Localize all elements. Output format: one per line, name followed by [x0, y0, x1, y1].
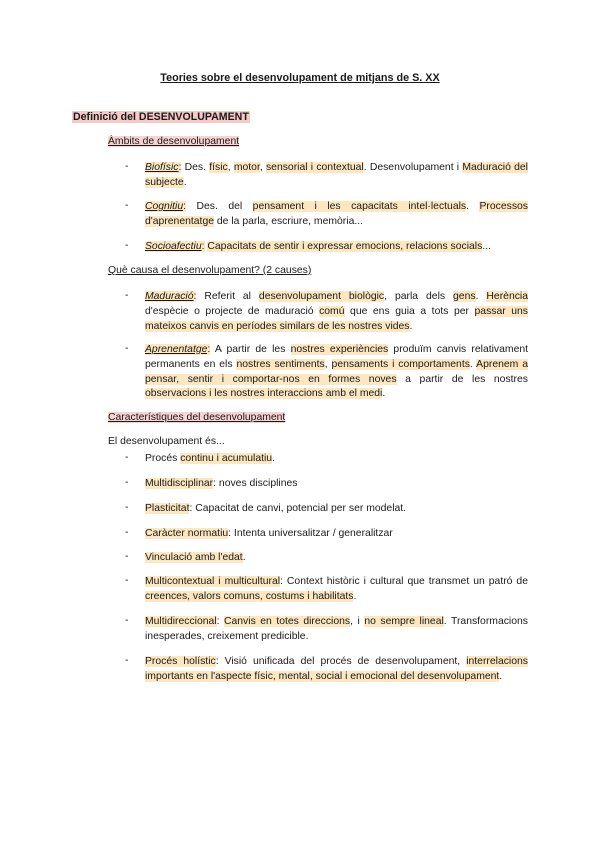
list-item-text: Vinculació amb l'edat.	[145, 552, 246, 563]
list-item-text: Multidireccional: Canvis en totes direccions, i no sempre lineal. Transformacions inesperades, creixement predicible.	[145, 616, 528, 642]
list-dash: -	[125, 615, 129, 626]
list-item	[126, 615, 528, 645]
list-item	[126, 551, 528, 566]
list-item	[126, 240, 528, 255]
list-item	[126, 575, 528, 605]
list-item	[126, 343, 528, 402]
list-item	[126, 502, 528, 517]
list-item	[126, 290, 528, 334]
list-item-text: Socioafectiu: Capacitats de sentir i expressar emocions, relacions socials...	[145, 241, 491, 252]
list-dash: -	[125, 240, 129, 251]
list-dash: -	[125, 575, 129, 586]
ambits-heading: Àmbits de desenvolupament	[108, 136, 240, 147]
caracteristiques-intro: El desenvolupament és...	[108, 436, 225, 447]
list-item	[126, 200, 528, 230]
causes-heading: Què causa el desenvolupament? (2 causes)	[108, 265, 312, 276]
list-dash: -	[125, 527, 129, 538]
list-dash: -	[125, 343, 129, 354]
section-heading: Definició del DESENVOLUPAMENT	[73, 111, 249, 123]
list-dash: -	[125, 290, 129, 301]
list-item	[126, 477, 528, 492]
list-dash: -	[125, 477, 129, 488]
list-item-text: Procés continu i acumulatiu.	[145, 453, 275, 464]
list-item-text: Procés holístic: Visió unificada del procés de desenvolupament, interrelacions importants en l'aspecte físic, mental, social i emocional del desenvolupament.	[145, 656, 528, 682]
list-item-text: Maduració: Referit al desenvolupament biològic, parla dels gens. Herència d'espècie o projecte de maduració comú que ens guia a tots per passar uns mateixos canvis en períodes similars de les nostres vides.	[145, 291, 529, 332]
list-dash: -	[125, 655, 129, 666]
list-item-text: Plasticitat: Capacitat de canvi, potencial per ser modelat.	[145, 503, 407, 514]
list-dash: -	[125, 200, 129, 211]
list-item-text: Multidisciplinar: noves disciplines	[145, 478, 298, 489]
list-item-text: Caràcter normatiu: Intenta universalitzar / generalitzar	[145, 528, 393, 539]
list-item	[126, 527, 528, 542]
list-dash: -	[125, 452, 129, 463]
list-item	[126, 161, 528, 191]
document-title: Teories sobre el desenvolupament de mitjans de S. XX	[160, 72, 440, 84]
list-item	[126, 452, 528, 467]
list-item	[126, 655, 528, 685]
list-dash: -	[125, 551, 129, 562]
list-dash: -	[125, 502, 129, 513]
list-item-text: Multicontextual i multicultural: Context històric i cultural que transmet un patró de creences, valors comuns, costums i habilitats.	[145, 576, 528, 602]
caracteristiques-heading: Característiques del desenvolupament	[108, 412, 286, 423]
list-dash: -	[125, 161, 129, 172]
list-item-text: Aprenentatge: A partir de les nostres experiències produïm canvis relativament permanents en els nostres sentiments, pensaments i comportaments. Aprenem a pensar, sentir i comportar-nos en formes noves a partir de les nostres observacions i les nostres interaccions amb el medi.	[145, 344, 529, 400]
list-item-text: Cognitiu: Des. del pensament i les capacitats intel·lectuals. Processos d'aprenentatge de la parla, escriure, memòria...	[145, 201, 528, 227]
list-item-text: Biofísic: Des. físic, motor, sensorial i contextual. Desenvolupament i Maduració del subjecte.	[145, 162, 528, 188]
